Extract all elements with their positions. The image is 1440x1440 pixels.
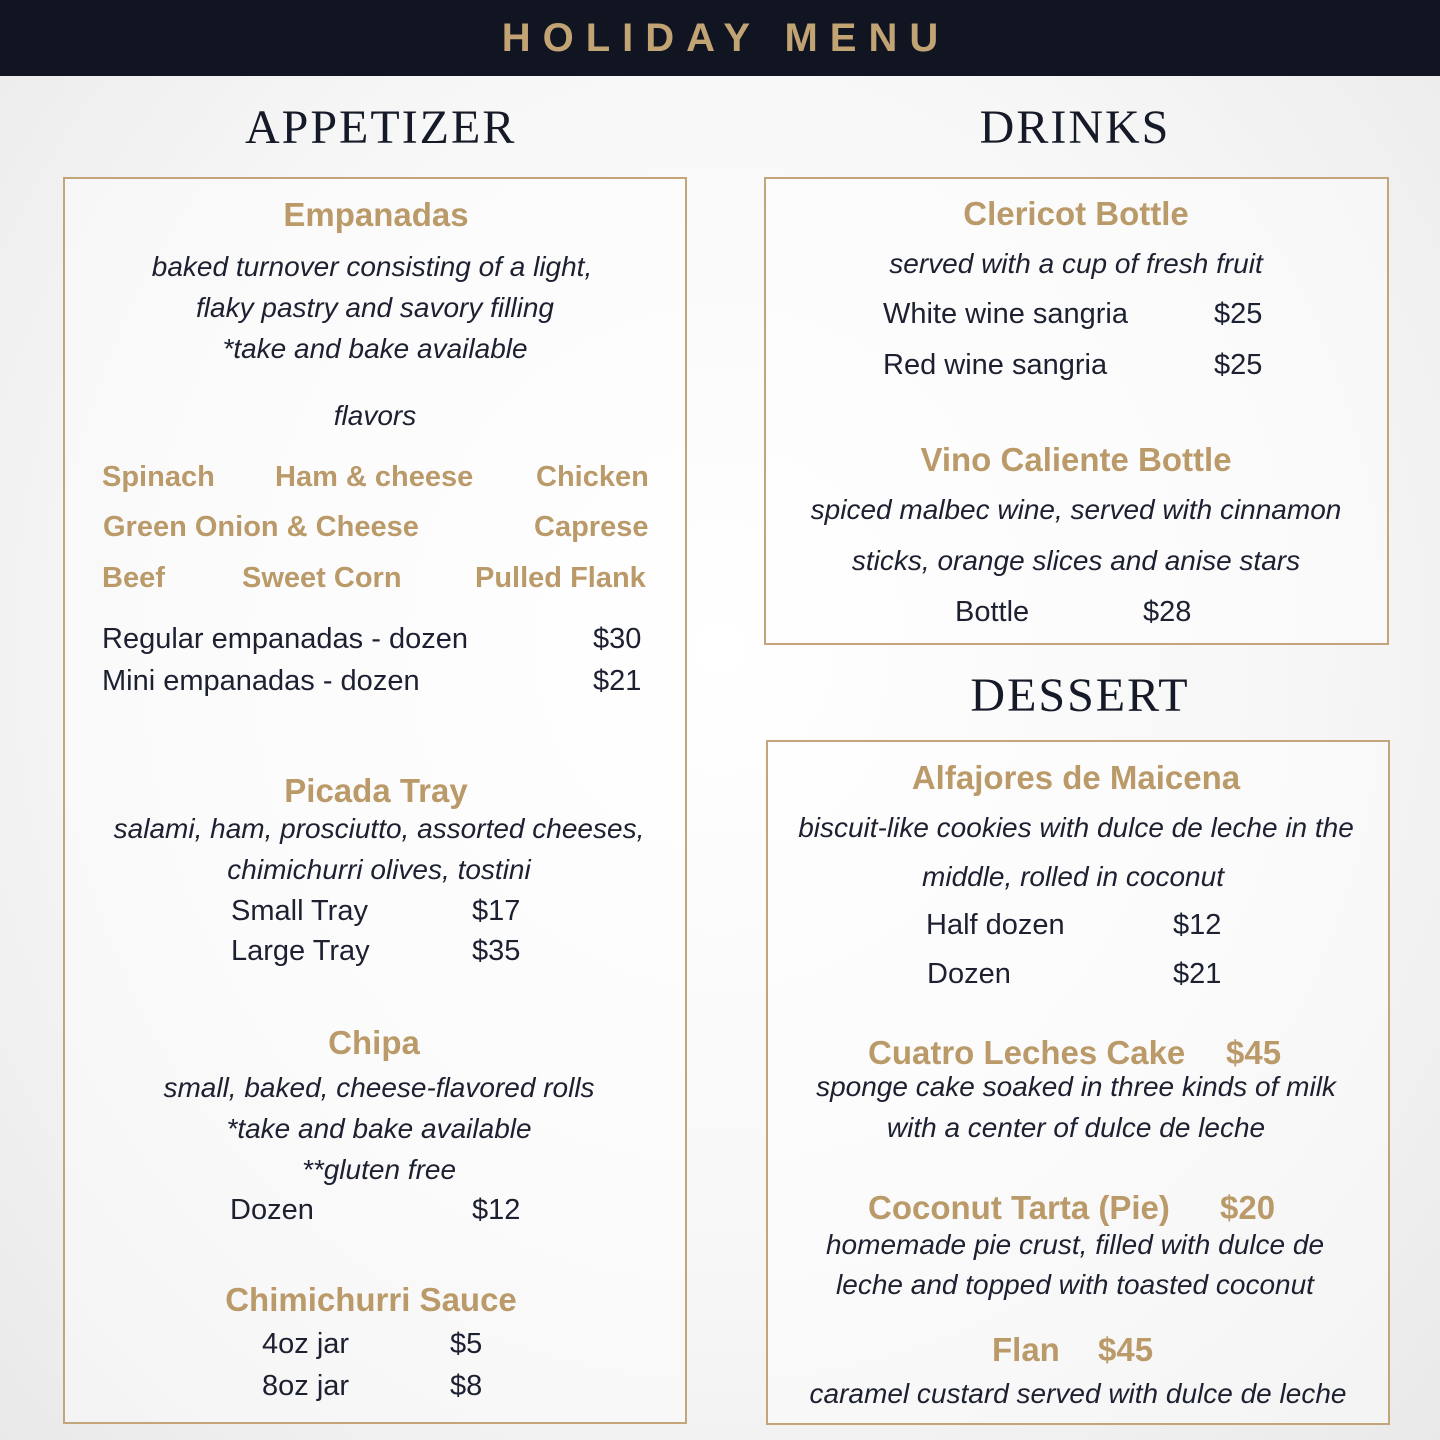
price-value: $12 [1173, 909, 1222, 941]
price-value: $17 [472, 895, 521, 927]
price-label: Dozen [927, 958, 1011, 990]
flan-price: $45 [1098, 1331, 1154, 1368]
cuatro-leches-price: $45 [1226, 1034, 1282, 1071]
price-label: Mini empanadas - dozen [102, 665, 420, 697]
price-label: Regular empanadas - dozen [102, 623, 468, 655]
price-value: $21 [1173, 958, 1222, 990]
clericot-title: Clericot Bottle [963, 195, 1189, 232]
price-value: $5 [450, 1328, 483, 1360]
price-value: $12 [472, 1194, 521, 1226]
price-label: 4oz jar [262, 1328, 350, 1360]
cuatro-desc-line: with a center of dulce de leche [886, 1112, 1266, 1143]
section-title-dessert: DESSERT [970, 669, 1190, 722]
price-value: $35 [472, 935, 521, 967]
flavor-item: Spinach [102, 461, 215, 493]
price-value: $25 [1214, 298, 1263, 330]
flavor-item: Pulled Flank [475, 562, 646, 594]
chipa-title: Chipa [328, 1024, 420, 1061]
empanadas-desc-line: baked turnover consisting of a light, [151, 251, 593, 282]
section-title-drinks: DRINKS [979, 101, 1171, 154]
picada-desc-line: chimichurri olives, tostini [227, 854, 531, 885]
flavors-label: flavors [333, 400, 417, 431]
flavor-item: Sweet Corn [242, 562, 402, 594]
coconut-desc-line: leche and topped with toasted coconut [836, 1269, 1314, 1300]
flavor-item: Ham & cheese [275, 461, 474, 493]
chipa-desc-line: **gluten free [301, 1154, 457, 1185]
price-value: $30 [593, 623, 642, 655]
alfajores-title: Alfajores de Maicena [911, 759, 1241, 796]
price-label: White wine sangria [883, 298, 1128, 330]
flavor-item: Caprese [534, 511, 649, 543]
vino-desc-line: sticks, orange slices and anise stars [851, 545, 1301, 576]
coconut-tarta-price: $20 [1220, 1189, 1276, 1226]
price-value: $8 [450, 1370, 483, 1402]
empanadas-desc-line: flaky pastry and savory filling [196, 292, 554, 323]
vino-caliente-title: Vino Caliente Bottle [920, 441, 1232, 478]
price-label: 8oz jar [262, 1370, 350, 1402]
empanadas-desc-line: *take and bake available [222, 333, 528, 364]
price-label: Half dozen [926, 909, 1065, 941]
price-label: Small Tray [231, 895, 368, 927]
price-value: $25 [1214, 349, 1263, 381]
flavor-item: Chicken [536, 461, 649, 493]
price-label: Bottle [955, 596, 1030, 628]
empanadas-title: Empanadas [283, 196, 469, 233]
flan-title: Flan [992, 1331, 1060, 1368]
coconut-tarta-title: Coconut Tarta (Pie) [868, 1189, 1170, 1226]
menu-title: HOLIDAY MENU [501, 15, 951, 60]
flavor-item: Green Onion & Cheese [103, 511, 419, 543]
section-title-appetizer: APPETIZER [245, 101, 517, 154]
header-banner [0, 0, 1440, 76]
picada-desc-line: salami, ham, prosciutto, assorted cheeses, [113, 813, 645, 844]
chipa-desc-line: small, baked, cheese-flavored rolls [163, 1072, 595, 1103]
flavor-item: Beef [102, 562, 165, 594]
coconut-desc-line: homemade pie crust, filled with dulce de [825, 1229, 1325, 1260]
price-value: $28 [1143, 596, 1192, 628]
clericot-desc: served with a cup of fresh fruit [889, 248, 1263, 279]
picada-title: Picada Tray [284, 772, 468, 809]
vino-desc-line: spiced malbec wine, served with cinnamon [810, 494, 1342, 525]
price-label: Red wine sangria [883, 349, 1108, 381]
alfajores-desc-line: middle, rolled in coconut [922, 861, 1224, 892]
chimichurri-title: Chimichurri Sauce [225, 1281, 517, 1318]
flan-desc: caramel custard served with dulce de leche [809, 1378, 1347, 1409]
cuatro-leches-title: Cuatro Leches Cake [868, 1034, 1186, 1071]
price-value: $21 [593, 665, 642, 697]
price-label: Dozen [230, 1194, 314, 1226]
cuatro-desc-line: sponge cake soaked in three kinds of milk [816, 1071, 1336, 1102]
alfajores-desc-line: biscuit-like cookies with dulce de leche in the [798, 812, 1354, 843]
price-label: Large Tray [231, 935, 370, 967]
chipa-desc-line: *take and bake available [226, 1113, 532, 1144]
